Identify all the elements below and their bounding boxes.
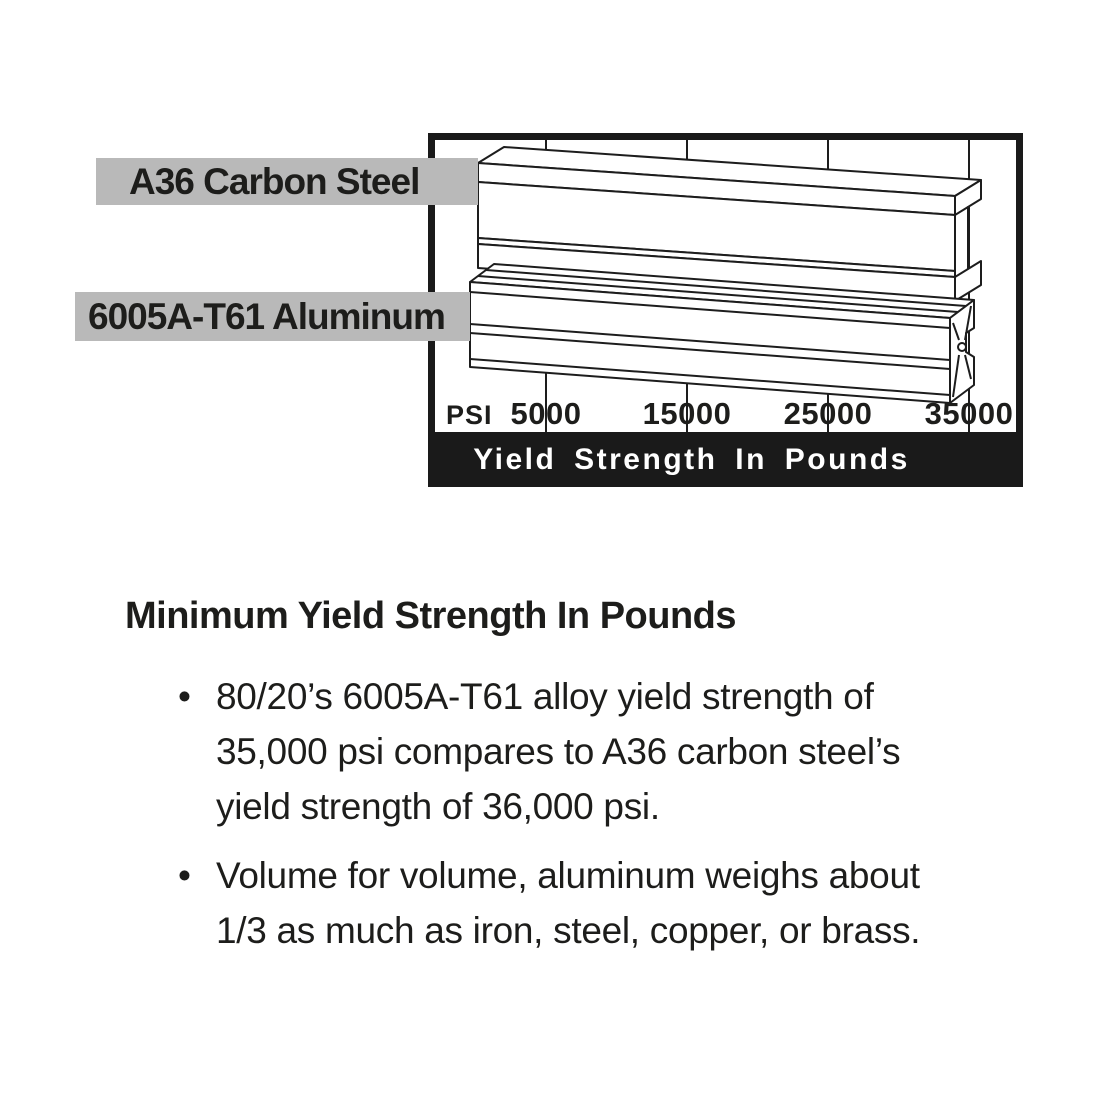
bullet-marker: •	[178, 855, 191, 896]
axis-unit-label: PSI	[446, 400, 493, 430]
tick-5000: 5000	[510, 396, 582, 431]
label-6005a-t61-aluminum	[75, 292, 470, 341]
label-6005a-text: 6005A-T61 Aluminum	[88, 295, 445, 337]
tick-35000: 35000	[924, 396, 1014, 431]
bullet-line: 80/20’s 6005A-T61 alloy yield strength of	[216, 676, 874, 717]
bullet-line: Volume for volume, aluminum weighs about	[216, 855, 920, 896]
bullet-line: 35,000 psi compares to A36 carbon steel’s	[216, 731, 901, 772]
body-copy	[125, 593, 965, 972]
label-a36-carbon-steel	[96, 158, 478, 205]
chart-title-bar	[428, 432, 1023, 487]
section-heading: Minimum Yield Strength In Pounds	[125, 595, 737, 637]
yield-strength-chart	[428, 133, 1023, 487]
bars-plot	[435, 140, 1016, 432]
bullet-item-weight	[125, 848, 965, 958]
bullet-item-yield-strength	[125, 669, 965, 834]
tick-25000: 25000	[783, 396, 873, 431]
chart-title: Yield Strength In Pounds	[473, 442, 910, 476]
label-a36-text: A36 Carbon Steel	[129, 160, 420, 202]
bullet-marker: •	[178, 676, 191, 717]
bullet-line: 1/3 as much as iron, steel, copper, or brass.	[216, 910, 921, 951]
bullet-line: yield strength of 36,000 psi.	[216, 786, 660, 827]
tick-15000: 15000	[642, 396, 732, 431]
